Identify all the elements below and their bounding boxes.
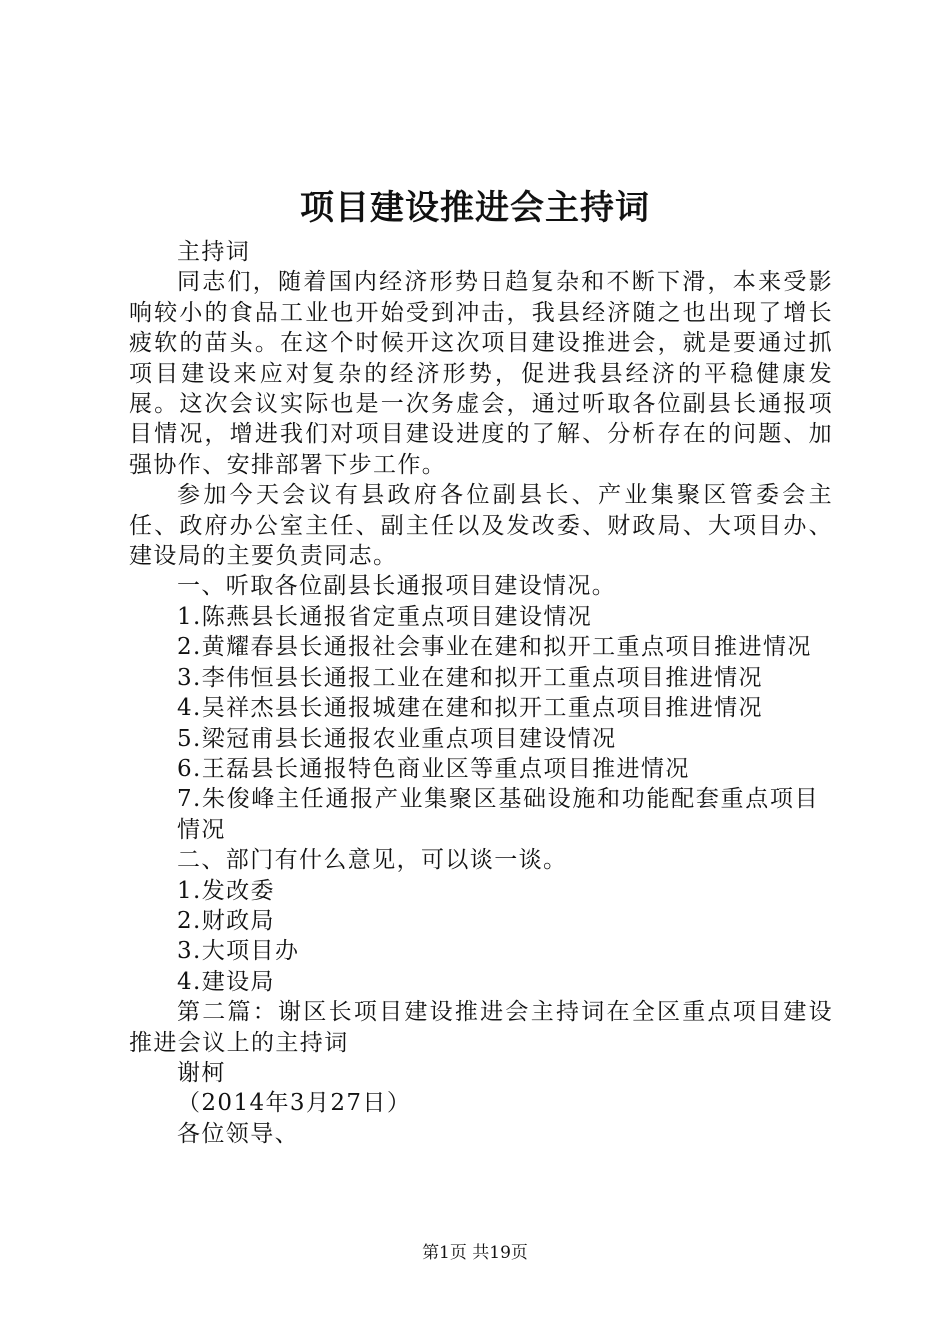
paragraph: 主持词 xyxy=(177,239,251,265)
section-heading: 二、部门有什么意见，可以谈一谈。 xyxy=(177,847,568,874)
list-item: 2.黄耀春县长通报社会事业在建和拟开工重点项目推进情况 xyxy=(177,634,812,661)
page-footer: 第1页 共19页 xyxy=(422,1243,528,1263)
date: （2014年3月27日） xyxy=(177,1090,412,1117)
list-item: 5.梁冠甫县长通报农业重点项目建设情况 xyxy=(177,725,617,752)
section-heading: 第二篇：谢区长项目建设推进会主持词在全区重点项目建设推进会议上的主持词 xyxy=(129,999,833,1056)
list-item: 6.王磊县长通报特色商业区等重点项目推进情况 xyxy=(177,755,690,782)
paragraph: 同志们，随着国内经济形势日趋复杂和不断下滑，本来受影响较小的食品工业也开始受到冲击，我县经济随之也出现了增长疲软的苗头。在这个时候开这次项目建设推进会，就是要通过抓项目建设来应对复杂的经济形势，促进我县经济的平稳健康发展。这次会议实际也是一次务虚会，通过听取各位副县长通报项目情况，增进我们对项目建设进度的了解、分析存在的问题、加强协作、安排部署下步工作。 xyxy=(129,269,833,478)
list-item: 7.朱俊峰主任通报产业集聚区基础设施和功能配套重点项目情况 xyxy=(177,786,819,843)
paragraph: 各位领导、 xyxy=(177,1120,299,1147)
list-item: 1.陈燕县长通报省定重点项目建设情况 xyxy=(177,603,593,630)
list-item: 4.建设局 xyxy=(177,968,275,995)
list-item: 3.李伟恒县长通报工业在建和拟开工重点项目推进情况 xyxy=(177,664,763,691)
list-item: 3.大项目办 xyxy=(177,938,300,965)
section-heading: 一、听取各位副县长通报项目建设情况。 xyxy=(177,573,617,600)
document-title: 项目建设推进会主持词 xyxy=(300,188,650,228)
paragraph: 参加今天会议有县政府各位副县长、产业集聚区管委会主任、政府办公室主任、副主任以及发改委、财政局、大项目办、建设局的主要负责同志。 xyxy=(129,482,833,570)
author: 谢柯 xyxy=(177,1059,226,1086)
list-item: 4.吴祥杰县长通报城建在建和拟开工重点项目推进情况 xyxy=(177,695,763,722)
list-item: 2.财政局 xyxy=(177,907,275,934)
document-body xyxy=(129,237,833,1149)
list-item: 1.发改委 xyxy=(177,877,275,904)
